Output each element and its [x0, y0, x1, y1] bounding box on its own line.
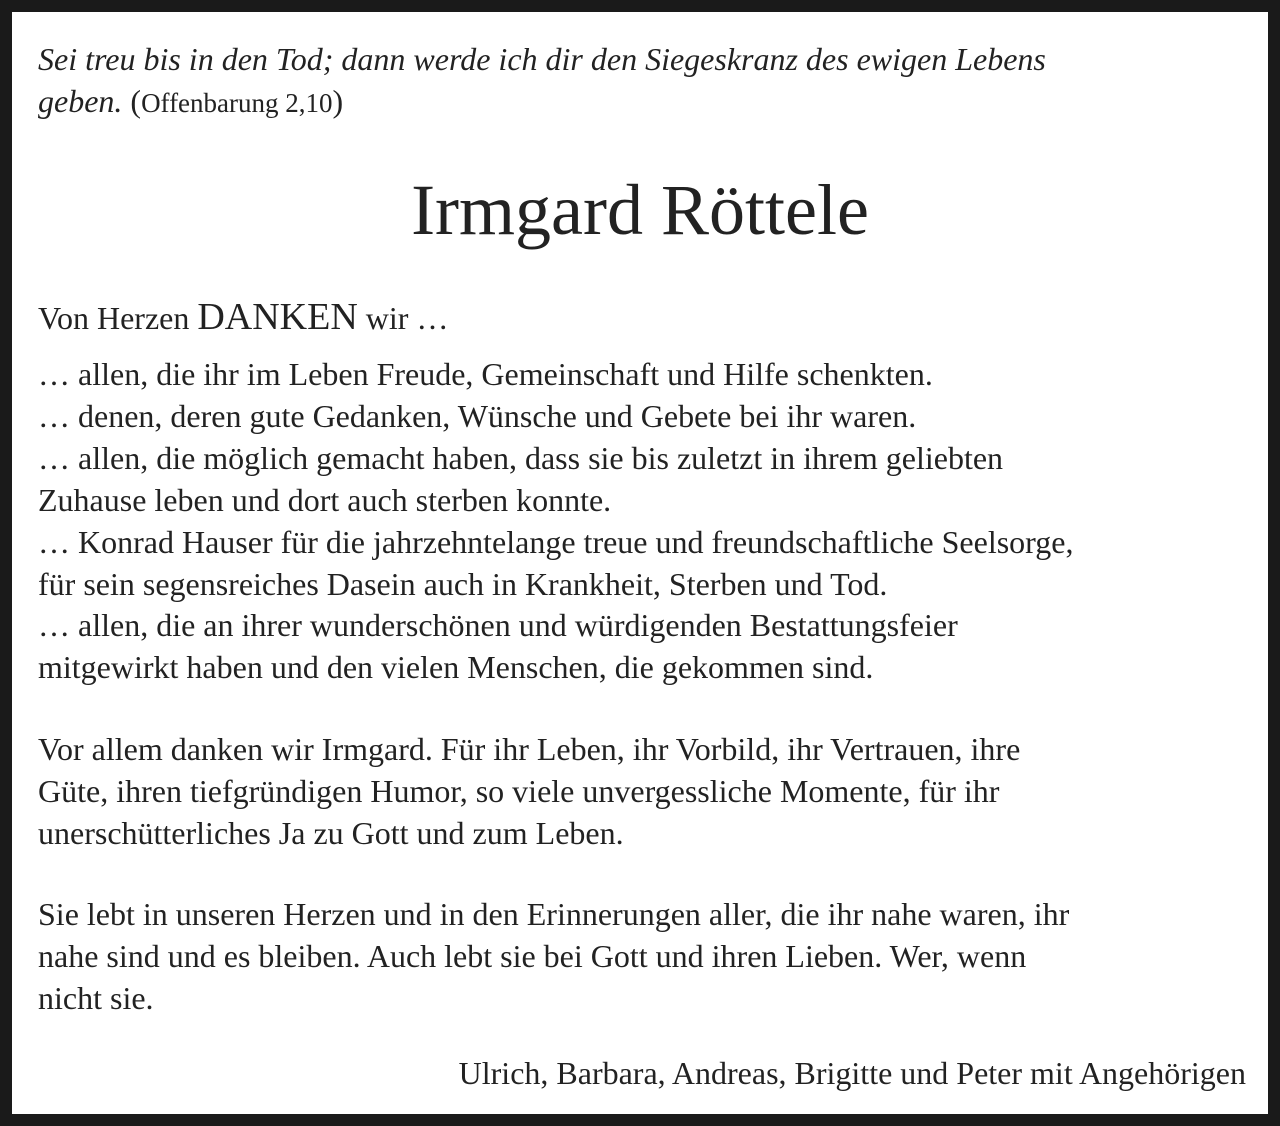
thanks-suffix: wir …	[357, 300, 449, 336]
obituary-card	[12, 12, 1268, 1114]
thanks-heading	[38, 296, 448, 339]
verse-line-2	[38, 80, 1238, 124]
thanks-line: … allen, die an ihrer wunderschönen und würdigenden Bestattungsfeier	[38, 607, 958, 644]
thanks-line: … denen, deren gute Gedanken, Wünsche und Gebete bei ihr waren.	[38, 397, 917, 434]
paragraph-line: unerschütterliches Ja zu Gott und zum Leben.	[38, 815, 624, 851]
paragraph-line: nicht sie.	[38, 980, 154, 1016]
paragraph-line: nahe sind und es bleiben. Auch lebt sie bei Gott und ihren Lieben. Wer, wenn	[38, 938, 1027, 974]
thanks-list	[38, 354, 1248, 689]
family-signature: Ulrich, Barbara, Andreas, Brigitte und Peter mit Angehörigen	[458, 1055, 1246, 1091]
verse-close-paren: )	[332, 83, 344, 119]
memory-paragraph	[38, 893, 1248, 1019]
paragraph-line: Güte, ihren tiefgründigen Humor, so viele unvergessliche Momente, für ihr	[38, 773, 1000, 809]
thanks-line: mitgewirkt haben und den vielen Menschen, die gekommen sind.	[38, 649, 874, 686]
gratitude-paragraph	[38, 728, 1248, 854]
thanks-line: … Konrad Hauser für die jahrzehntelange treue und freundschaftliche Seelsorge,	[38, 523, 1074, 560]
thanks-line: Zuhause leben und dort auch sterben konnte.	[38, 481, 612, 518]
thanks-line: … allen, die ihr im Leben Freude, Gemeinschaft und Hilfe schenkten.	[38, 356, 933, 392]
paragraph-line: Vor allem danken wir Irmgard. Für ihr Leben, ihr Vorbild, ihr Vertrauen, ihre	[38, 731, 1021, 767]
verse-line-1: Sei treu bis in den Tod; dann werde ich dir den Siegeskranz des ewigen Lebens	[38, 41, 1046, 77]
verse-line-2-text: geben.	[38, 83, 123, 119]
bible-verse	[38, 38, 1238, 124]
verse-reference: Offenbarung 2,10	[141, 88, 333, 118]
thanks-prefix: Von Herzen	[38, 300, 198, 336]
thanks-emphasis: DANKEN	[197, 296, 358, 338]
thanks-line: für sein segensreiches Dasein auch in Krankheit, Sterben und Tod.	[38, 565, 888, 602]
verse-open-paren: (	[130, 83, 142, 119]
deceased-name: Irmgard Röttele	[411, 170, 869, 250]
thanks-line: … allen, die möglich gemacht haben, dass sie bis zuletzt in ihrem geliebten	[38, 439, 1004, 476]
paragraph-line: Sie lebt in unseren Herzen und in den Erinnerungen aller, die ihr nahe waren, ihr	[38, 896, 1070, 932]
